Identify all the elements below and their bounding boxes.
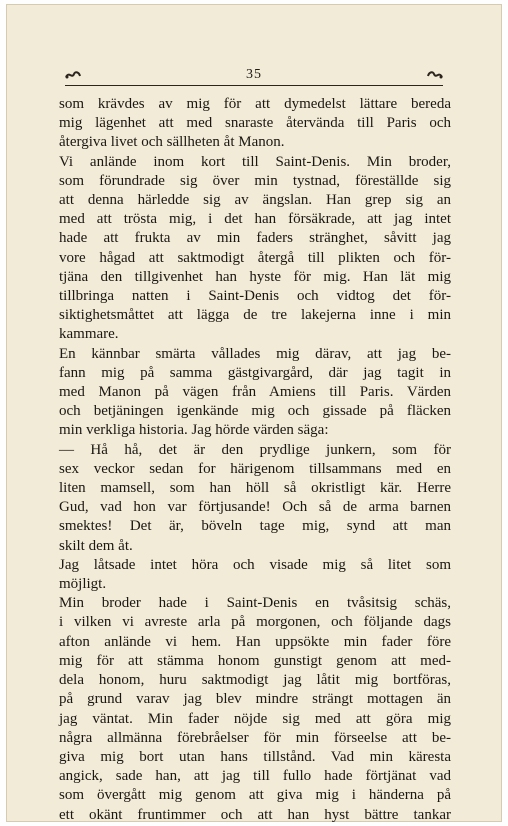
running-header (65, 67, 443, 86)
text-line: som övergått mig genom att giva mig i händerna på (59, 787, 451, 804)
text-line: med att trösta mig, i det han försäkrade, att jag intet (59, 211, 451, 228)
text-line: — Hå hå, det är den prydlige junkern, som för (59, 441, 451, 458)
text-line: skilt dem åt. (59, 537, 133, 554)
text-line: min verkliga historia. Jag hörde värden säga: (59, 422, 329, 439)
text-line: möjligt. (59, 576, 107, 593)
text-line: återgiva livet och sällheten åt Manon. (59, 134, 285, 151)
text-line: sex veckor sedan for härigenom tillsammans med en (59, 460, 451, 477)
text-line: jag väntat. Min fader nöjde sig med att göra mig (59, 710, 451, 727)
page-number: 35 (246, 67, 262, 82)
text-line: med Manon på vägen från Amiens till Paris. Värden (59, 384, 451, 401)
text-line: smektes! Det är, böveln tage mig, synd att man (59, 518, 451, 535)
text-line: ett okänt fruntimmer och att han hyst bättre tankar (59, 806, 451, 823)
text-line: angick, sade han, att jag till fullo hade förtjänat vad (59, 768, 451, 785)
text-line: i vilken vi avreste arla på morgonen, och följande dags (59, 614, 451, 631)
text-line: hade att frukta av min faders stränghet, såvitt jag (59, 230, 451, 247)
text-line: kammare. (59, 326, 119, 343)
text-line: Vi anlände inom kort till Saint-Denis. Min broder, (59, 153, 451, 170)
fleuron-right-icon (427, 70, 443, 80)
text-line: några allmänna förebråelser för min förseelse att be- (59, 729, 451, 746)
text-line: tjäna den tillgivenhet han hyste för mig. Han lät mig (59, 268, 451, 285)
text-line: mig för att stämma honom gunstigt genom att med- (59, 652, 451, 669)
text-line: på grund varav jag blev mindre strängt mottagen än (59, 691, 451, 708)
text-line: mig lägenhet att med snaraste återvända till Paris och (59, 115, 451, 132)
text-line: Jag låtsade intet höra och visade mig så litet som (59, 556, 451, 573)
text-line: att denna härledde sig av ängslan. Han grep sig an (59, 192, 451, 209)
text-line: dela honom, huru saktmodigt jag låtit mig bortföras, (59, 672, 451, 689)
text-line: En kännbar smärta vållades mig därav, att jag be- (59, 345, 451, 362)
text-line: afton anlände vi hem. Han uppsökte min fader före (59, 633, 451, 650)
text-line: siktighetsmåttet att lägga de tre lakejerna inne i min (59, 307, 451, 324)
text-line: tillbringa natten i Saint-Denis och vidtog det för- (59, 288, 451, 305)
text-line: giva mig bort utan hans tillstånd. Vad min käresta (59, 748, 451, 765)
text-line: Min broder hade i Saint-Denis en tvåsitsig schäs, (59, 595, 451, 612)
text-line: Gud, vad hon var förtjusande! Och så de arma barnen (59, 499, 451, 516)
text-line: och betjäningen igenkände mig och gissade på fläcken (59, 403, 451, 420)
body-text (59, 95, 451, 825)
text-line: vore hågad att saktmodigt återgå till plikten och för- (59, 249, 451, 266)
text-line: som krävdes av mig för att dymedelst lättare bereda (59, 96, 451, 112)
book-page (6, 4, 502, 822)
text-line: fann mig på samma gästgivargård, där jag tagit in (59, 364, 451, 381)
text-line: som förundrade sig över min tystnad, föreställde sig (59, 172, 451, 189)
text-line: liten mamsell, som han höll så okristligt kär. Herre (59, 480, 451, 497)
